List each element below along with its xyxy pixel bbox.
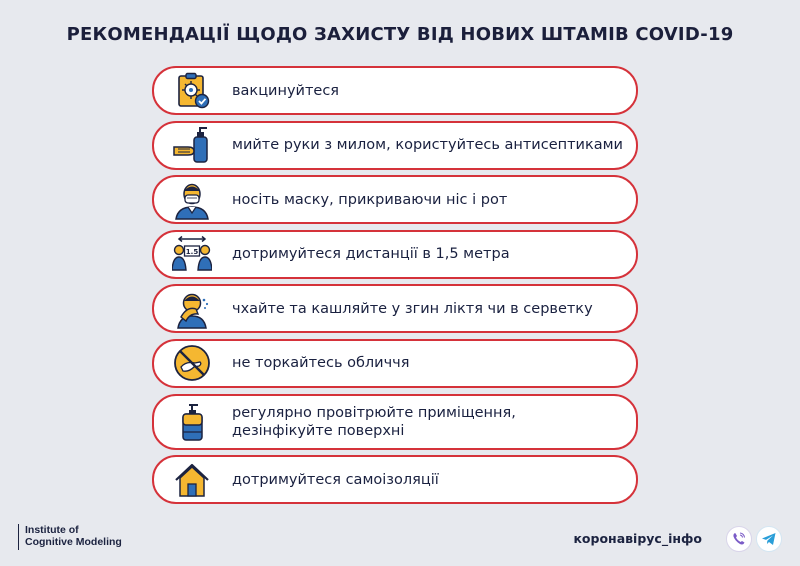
recommendation-label: чхайте та кашляйте у згин ліктя чи в серветку — [232, 300, 593, 317]
recommendation-card-keep-distance — [152, 230, 638, 279]
sneeze-elbow-icon — [172, 289, 212, 329]
viber-icon[interactable] — [726, 526, 752, 552]
recommendation-label — [232, 404, 516, 440]
vaccine-clipboard-icon — [172, 71, 212, 111]
distance-sign-text: 1.5 — [185, 248, 199, 257]
recommendation-card-no-touch-face — [152, 339, 638, 388]
page-title: РЕКОМЕНДАЦІЇ ЩОДО ЗАХИСТУ ВІД НОВИХ ШТАМІВ COVID-19 — [66, 24, 734, 45]
recommendation-card-self-isolation — [152, 455, 638, 504]
recommendation-label: мийте руки з милом, користуйтесь антисептиками — [232, 137, 623, 154]
recommendation-card-wear-mask — [152, 175, 638, 224]
recommendation-label: не торкайтесь обличчя — [232, 355, 410, 372]
recommendation-card-wash-hands — [152, 121, 638, 170]
hand-sanitizer-icon — [172, 125, 212, 165]
site-handle[interactable]: коронавірус_інфо — [573, 531, 702, 546]
recommendation-label-line2: дезінфікуйте поверхні — [232, 422, 405, 439]
institute-name-line2: Cognitive Modeling — [25, 536, 122, 548]
recommendation-card-ventilate-disinfect — [152, 394, 638, 450]
recommendation-label: дотримуйтеся дистанції в 1,5 метра — [232, 246, 510, 263]
social-distance-icon — [172, 234, 212, 274]
telegram-icon[interactable] — [756, 526, 782, 552]
disinfectant-bottle-icon — [172, 402, 212, 442]
face-mask-icon — [172, 180, 212, 220]
recommendation-label-line1: регулярно провітрюйте приміщення, — [232, 404, 516, 421]
institute-logo — [18, 524, 122, 550]
no-touch-face-icon — [172, 343, 212, 383]
recommendation-card-vaccinate — [152, 66, 638, 115]
institute-name-line1: Institute of — [25, 524, 79, 536]
recommendation-list — [152, 66, 638, 510]
recommendation-label: носіть маску, прикриваючи ніс і рот — [232, 191, 508, 208]
recommendation-card-sneeze-elbow — [152, 284, 638, 333]
recommendation-label: дотримуйтеся самоізоляції — [232, 471, 439, 488]
home-icon — [172, 460, 212, 500]
recommendation-label: вакцинуйтеся — [232, 82, 340, 99]
